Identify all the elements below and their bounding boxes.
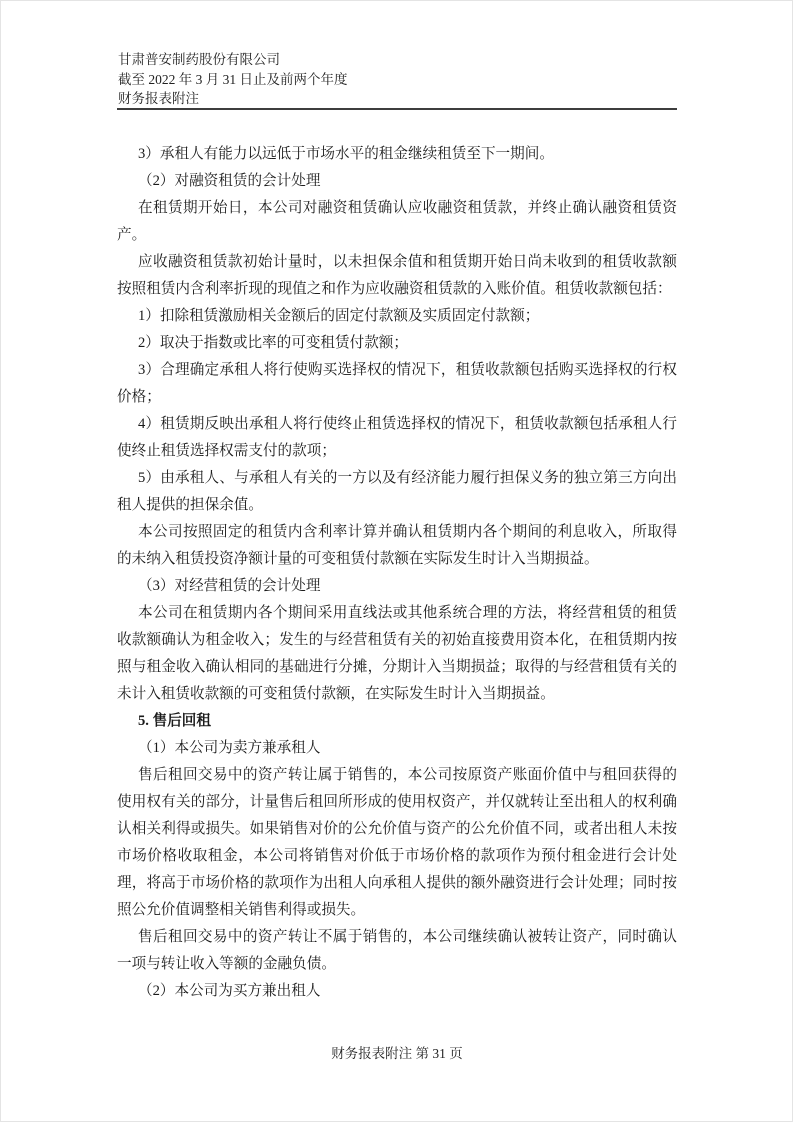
paragraph: 售后租回交易中的资产转让不属于销售的，本公司继续确认被转让资产，同时确认一项与转让收入等额的金融负债。 xyxy=(117,929,677,972)
page-header xyxy=(118,50,677,109)
report-period: 截至 2022 年 3 月 31 日止及前两个年度 xyxy=(118,71,348,87)
sub-heading: （3）对经营租赁的会计处理 xyxy=(138,578,321,594)
doc-title: 财务报表附注 xyxy=(118,91,199,106)
footer-page-label: 财务报表附注 第 31 页 xyxy=(331,1046,463,1061)
section-heading: 5. 售后回租 xyxy=(138,713,211,729)
paragraph: 本公司在租赁期内各个期间采用直线法或其他系统合理的方法，将经营租赁的租赁收款额确认为租金收入；发生的与经营租赁有关的初始直接费用资本化，在租赁期内按照与租金收入确认相同的基础进行分摊，分期计入当期损益；取得的与经营租赁有关的未计入租赁收款额的可变租赁付款额，在实际发生时计入当期损益。 xyxy=(117,605,677,702)
paragraph: 本公司按照固定的租赁内含利率计算并确认租赁期内各个期间的利息收入，所取得的未纳入租赁投资净额计量的可变租赁付款额在实际发生时计入当期损益。 xyxy=(117,524,677,567)
list-item: 5）由承租人、与承租人有关的一方以及有经济能力履行担保义务的独立第三方向出租人提供的担保余值。 xyxy=(117,470,677,513)
sub-heading: （1）本公司为卖方兼承租人 xyxy=(138,740,321,756)
paragraph: 在租赁期开始日，本公司对融资租赁确认应收融资租赁款，并终止确认融资租赁资产。 xyxy=(117,200,677,243)
sub-heading: （2）对融资租赁的会计处理 xyxy=(138,173,321,189)
list-item: 2）取决于指数或比率的可变租赁付款额； xyxy=(138,335,408,351)
list-item: 3）承租人有能力以远低于市场水平的租金继续租赁至下一期间。 xyxy=(138,146,554,162)
paragraph: 售后租回交易中的资产转让属于销售的，本公司按原资产账面价值中与租回获得的使用权有关的部分，计量售后租回所形成的使用权资产，并仅就转让至出租人的权利确认相关利得或损失。如果销售对价的公允价值与资产的公允价值不同，或者出租人未按市场价格收取租金，本公司将销售对价低于市场价格的款项作为预付租金进行会计处理，将高于市场价格的款项作为出租人向承租人提供的额外融资进行会计处理；同时按照公允价值调整相关销售利得或损失。 xyxy=(117,767,677,918)
page-footer xyxy=(117,1045,677,1063)
list-item: 4）租赁期反映出承租人将行使终止租赁选择权的情况下，租赁收款额包括承租人行使终止租赁选择权需支付的款项； xyxy=(117,416,677,459)
paragraph: 应收融资租赁款初始计量时，以未担保余值和租赁期开始日尚未收到的租赁收款额按照租赁内含利率折现的现值之和作为应收融资租赁款的入账价值。租赁收款额包括： xyxy=(117,254,677,297)
list-item: 3）合理确定承租人将行使购买选择权的情况下，租赁收款额包括购买选择权的行权价格； xyxy=(117,362,677,405)
notes-body xyxy=(117,141,677,1005)
sub-heading: （2）本公司为买方兼出租人 xyxy=(138,983,321,999)
company-name: 甘肃普安制药股份有限公司 xyxy=(118,52,280,67)
header-rule xyxy=(117,108,677,110)
list-item: 1）扣除租赁激励相关金额后的固定付款额及实质固定付款额； xyxy=(138,308,540,324)
